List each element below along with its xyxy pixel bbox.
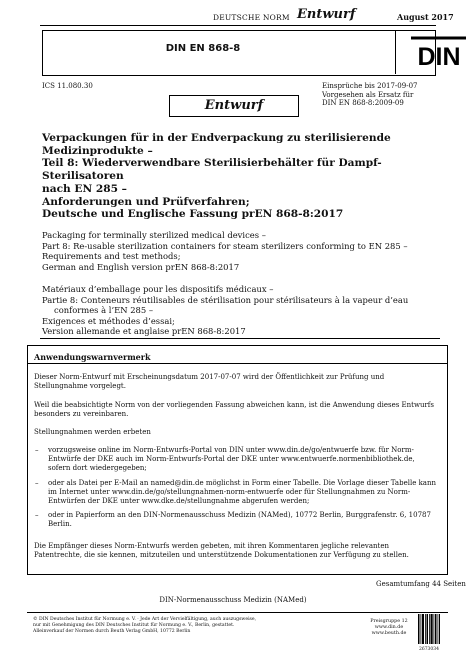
warning-paragraph: Die Empfänger dieses Norm-Entwurfs werden gebeten, mit ihren Kommentaren jegliche relevanten Patentrechte, die sie kennen, mitzuteilen und unterstützende Dokumentationen zur Verfügung zu stellen. xyxy=(34,542,409,559)
title-french-line: Version allemande et anglaise prEN 868-8:2017 xyxy=(42,326,246,336)
title-french-line: Partie 8: Conteneurs réutilisables de stérilisation pour stérilisateurs à la vapeur d’eau xyxy=(42,294,409,305)
status-label: Entwurf xyxy=(297,7,356,22)
din-logo-text: DIN xyxy=(417,43,461,68)
list-dash: – xyxy=(35,479,39,487)
warning-paragraph: Stellungnahmen werden erbeten xyxy=(34,428,151,436)
note-line: Einsprüche bis 2017-09-07 xyxy=(322,82,418,90)
price-line: Preisgruppe 12 xyxy=(370,619,408,624)
draft-label-box: Entwurf xyxy=(169,95,299,117)
page-count: Gesamtumfang 44 Seiten xyxy=(376,580,466,588)
list-item xyxy=(34,446,439,472)
section-rule xyxy=(40,338,440,339)
copyright-line: Alleinverkauf der Normen durch Beuth Verlag GmbH, 10772 Berlin xyxy=(33,629,191,634)
document-number: DIN EN 868-8 xyxy=(165,43,241,54)
standard-label: DEUTSCHE NORM xyxy=(213,13,290,22)
usage-warning-box xyxy=(27,345,448,575)
replacement-notes xyxy=(322,82,442,108)
list-item xyxy=(34,479,439,505)
list-item-text: oder als Datei per E-Mail an named@din.de möglichst in Form einer Tabelle. Die Vorlage dieser Tabelle kann im Internet unter www.din.de/go/stellungnahmen-norm-entwuerfe oder für Stellungnahmen zu Norm-Entwürfen der DKE unter www.dke.de/stellungnahme abgerufen werden; xyxy=(48,479,436,505)
list-item-text: vorzugsweise online im Norm-Entwurfs-Portal von DIN unter www.din.de/go/entwuerfe bzw. für Norm-Entwürfe der DKE auch im Norm-Entwurfs-Portal der DKE unter www.entwuerfe.normenbibliothek.de, sofern dort wiedergegeben; xyxy=(48,446,415,472)
title-french-line: conformes à l’EN 285 – xyxy=(54,305,154,315)
warning-paragraph: Dieser Norm-Entwurf mit Erscheinungsdatum 2017-07-07 wird der Öffentlichkeit zur Prüfung und Stellungnahme vorgelegt. xyxy=(34,373,385,390)
title-french-line: Matériaux d’emballage pour les dispositifs médicaux – xyxy=(42,284,274,294)
din-logo-icon xyxy=(411,36,466,68)
title-english: Packaging for terminally sterilized medical devices – Part 8: Re-usable sterilization containers for steam sterilizers conforming to EN 285 – Requirements and test methods; German and English version prEN 868-8:2017 xyxy=(42,230,408,272)
title-french xyxy=(42,284,442,337)
price-link[interactable]: www.beuth.de xyxy=(371,631,407,636)
copyright-notice xyxy=(33,617,333,635)
price-link[interactable]: www.din.de xyxy=(374,625,404,630)
price-group xyxy=(362,619,416,637)
document-number-box xyxy=(42,30,461,76)
barcode-number: 2673034 xyxy=(418,647,440,652)
list-dash: – xyxy=(35,446,39,454)
warning-rule xyxy=(28,363,447,364)
note-line: Vorgesehen als Ersatz für xyxy=(322,90,414,99)
header-rule xyxy=(40,25,436,26)
list-item xyxy=(34,511,439,529)
warning-heading: Anwendungswarnvermerk xyxy=(34,352,151,362)
list-item-text: oder in Papierform an den DIN-Normenausschuss Medizin (NAMed), 10772 Berlin, Burggrafenstr. 6, 10787 Berlin. xyxy=(48,511,431,528)
copyright-line: nur mit Genehmigung des DIN Deutsches Institut für Normung e. V., Berlin, gestattet. xyxy=(33,623,235,628)
title-french-line: Exigences et méthodes d’essai; xyxy=(42,315,175,326)
footer-rule xyxy=(27,612,448,613)
logo-divider xyxy=(395,31,396,74)
ics-code: ICS 11.080.30 xyxy=(42,82,93,90)
barcode-icon xyxy=(418,614,440,644)
publication-date: August 2017 xyxy=(397,12,454,22)
list-dash: – xyxy=(35,511,39,519)
title-german: Verpackungen für in der Endverpackung zu sterilisierende Medizinprodukte – Teil 8: Wiederverwendbare Sterilisierbehälter für Dampf-Sterilisatoren nach EN 285 – Anforderungen und Prüfverfahren; Deutsche und Englische Fassung prEN 868-8:2017 xyxy=(42,132,391,221)
committee-name: DIN-Normenausschuss Medizin (NAMed) xyxy=(159,596,307,604)
warning-paragraph: Weil die beabsichtigte Norm von der vorliegenden Fassung abweichen kann, ist die Anwendung dieses Entwurfs besonders zu vereinbaren. xyxy=(34,401,434,418)
copyright-line: © DIN Deutsches Institut für Normung e. V. · Jede Art der Vervielfältigung, auch auszugsweise, xyxy=(33,617,257,622)
note-line: DIN EN 868-8:2009-09 xyxy=(322,99,404,108)
